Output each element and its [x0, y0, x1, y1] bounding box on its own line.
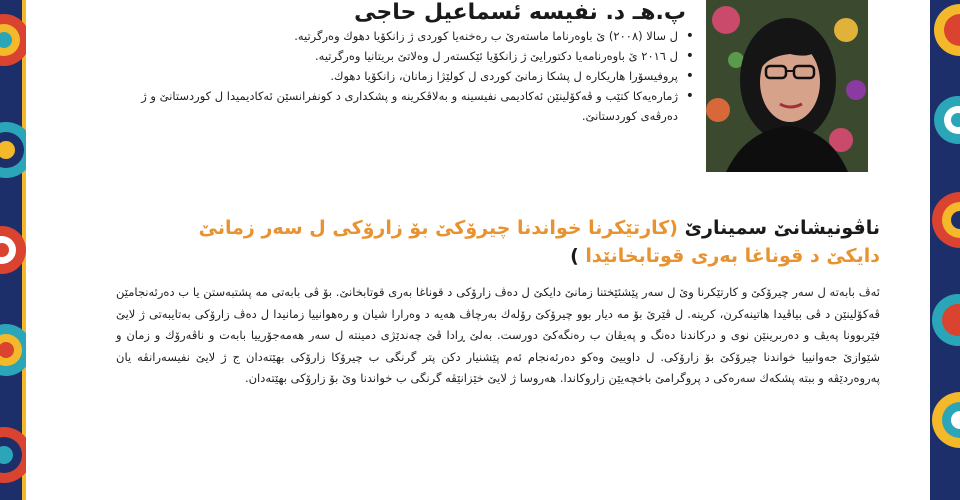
bio-item — [140, 46, 694, 66]
seminar-title-part-2: دایكێ د قوناغا بەری قوتابخانێدا — [585, 245, 880, 267]
bio-list — [140, 26, 694, 126]
bullet-icon: • — [685, 48, 694, 64]
seminar-title-close: ) — [570, 245, 579, 267]
bullet-icon: • — [685, 68, 694, 84]
bio-item-text: ل سالا (٢٠٠٨) ێ باوەرناما ماستەرێ ب رەخنەیا كوردی ژ زانكۆیا دهوك وەرگرتیە. — [294, 29, 678, 43]
seminar-title-line-2 — [190, 242, 880, 270]
bio-item — [140, 66, 694, 86]
bio-item-text: ل ٢٠١٦ ێ باوەرنامەیا دكتورایێ ژ زانكۆیا ئێكستەر ل وەلاتێ بریتانیا وەرگرتیە. — [315, 49, 678, 63]
bullet-icon: • — [685, 28, 694, 44]
decorative-border-right — [920, 0, 960, 500]
decorative-border-left — [0, 0, 34, 500]
seminar-title-part-1: (كارتێكرنا خواندنا چیرۆكێ بۆ زارۆكی ل سەر زمانێ — [198, 217, 678, 239]
speaker-photo — [706, 0, 868, 172]
bio-item-text: ژمارەیەكا كتێب و ڤەكۆلینێن ئەكادیمی نفیسینە و بەلاڤكرینە و پشكداری د كونفرانسێن ئەكادیمیدا ل كوردستانێ و ژ دەرڤەی كوردستانێ. — [141, 89, 678, 123]
seminar-abstract: ئەڤ بابەتە ل سەر چیرۆكێ و كارتێكرنا وێ ل سەر پێشئێختنا زمانێ دایكێ ل دەڤ زارۆكی د قوناغا بەری قوتابخانێ. بۆ ڤی بابەتی مە پشتبەستن یا ب دەرئەنجامێن ڤەكۆلینێن د ڤی بیاڤیدا هاتینەكرن، كرینە. ل ڤێرێ بۆ مە دیار بوو چیرۆكێ رۆلەك بەرچاڤ هەیە د وەرارا شیان و رەهوانییا زمانیدا ل دەڤ زارۆكی بەتایبەتی ژ لایێ فێربوونا پەیڤ و دەربرینێن نوی و دركاندنا دەنگ و پەیڤان ب رەنگەكێ دورست. بەلێ ڕادا ڤێ چەندێژی دمینتە ل سەر هەمەجۆرییا بابەت و ناڤەرۆك و زمان و شێوازێ جەوانییا خواندنا چیرۆكێ بۆ زارۆكی. ل داوییێ وەكو دەرئەنجام ئەم پێشنیار دكن پتر گرنگی ب چیرۆكا زارۆكی بهێتەدان ج ژ لایێ نفیسەرانڤە یان پەروەردێڤە و ببتە پشكەك سەرەكی د پروگرامێ باخچەیێن زاروكاندا. هەروسا ژ لایێ خێزانێڤە گرنگی ب خواندنا وێ بۆ زارۆكی بهێتەدان. — [116, 285, 880, 385]
bio-item — [140, 86, 694, 126]
speaker-name: پ.هـ د. نفیسە ئسماعیل حاجی — [354, 0, 686, 25]
bio-item — [140, 26, 694, 46]
bullet-icon: • — [685, 88, 694, 104]
bio-item-text: پروفیسۆرا هاریكارە ل پشكا زمانێ كوردی ل كولێژا زمانان، زانكۆیا دهوك. — [330, 69, 678, 83]
seminar-label: ناڤونیشانێ سمینارێ — [684, 217, 880, 239]
seminar-title-line-1 — [190, 214, 880, 242]
